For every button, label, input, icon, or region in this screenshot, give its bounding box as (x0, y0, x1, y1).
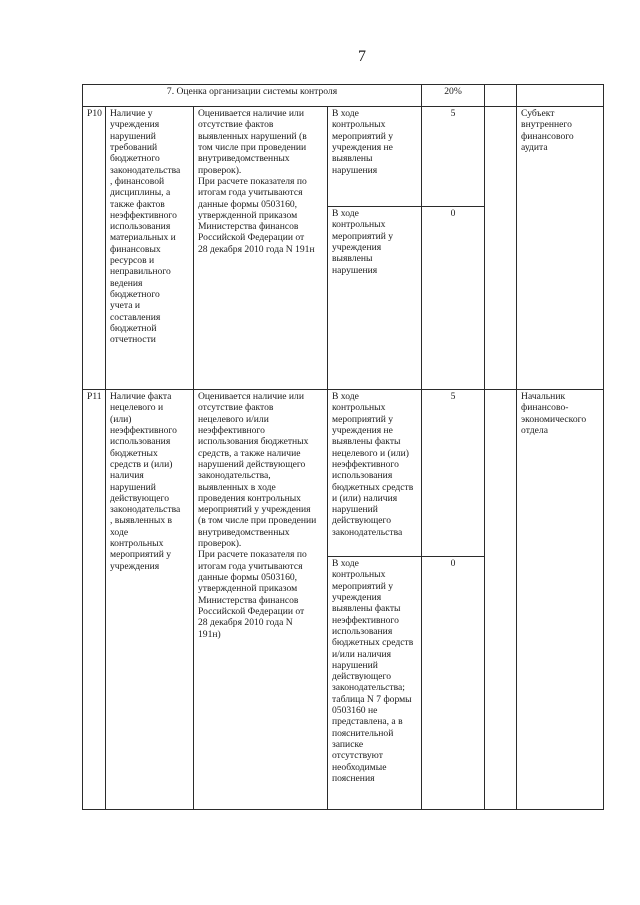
indicator-code: P11 (83, 390, 106, 810)
indicator-name: Наличие у учреждения нарушений требований бюджетного законодательства , финансовой дисциплины, а также фактов неэффективного использования материальных и финансовых ресурсов и неправильного ведения бюджетного учета и составления бюджетной отчетности (106, 107, 194, 390)
criterion-score: 0 (422, 207, 485, 390)
section-blank-cell (485, 85, 517, 107)
section-weight: 20% (422, 85, 485, 107)
calculation-method: Оценивается наличие или отсутствие фактов выявленных нарушений (в том числе при проведении внутриведомственных проверок). При расчете показателя по итогам года учитываются данные формы 0503160, утвержденной приказом Министерства финансов Российской Федерации от 28 декабря 2010 года N 191н (194, 107, 328, 390)
section-header-row (83, 85, 604, 107)
criterion-score: 5 (422, 390, 485, 557)
table-row (83, 107, 604, 207)
criterion-score: 5 (422, 107, 485, 207)
responsible-party: Начальник финансово- экономического отдела (517, 390, 604, 810)
evaluation-table (82, 84, 604, 810)
indicator-name: Наличие факта нецелевого и (или) неэффективного использования бюджетных средств и (или) наличия нарушений действующего законодательства , выявленных в ходе контрольных мероприятий у учреждения (106, 390, 194, 810)
page-number: 7 (358, 48, 366, 65)
blank-cell (485, 390, 517, 810)
criterion-condition: В ходе контрольных мероприятий у учреждения не выявлены нарушения (328, 107, 422, 207)
criterion-condition: В ходе контрольных мероприятий у учреждения выявлены факты неэффективного использования бюджетных средств и/или наличия нарушений действующего законодательства; таблица N 7 формы 0503160 не представлена, а в пояснительной записке отсутствуют необходимые пояснения (328, 557, 422, 810)
criterion-condition: В ходе контрольных мероприятий у учреждения выявлены нарушения (328, 207, 422, 390)
indicator-code: P10 (83, 107, 106, 390)
criterion-score: 0 (422, 557, 485, 810)
responsible-party: Субъект внутреннего финансового аудита (517, 107, 604, 390)
section-blank-cell (517, 85, 604, 107)
blank-cell (485, 107, 517, 390)
table-row (83, 390, 604, 557)
section-title: 7. Оценка организации системы контроля (83, 85, 422, 107)
calculation-method: Оценивается наличие или отсутствие фактов нецелевого и/или неэффективного использования бюджетных средств, а также наличие нарушений действующего законодательства, выявленных в ходе проведения контрольных мероприятий у учреждения (в том числе при проведении внутриведомственных проверок). При расчете показателя по итогам года учитываются данные формы 0503160, утвержденной приказом Министерства финансов Российской Федерации от 28 декабря 2010 года N 191н) (194, 390, 328, 810)
criterion-condition: В ходе контрольных мероприятий у учреждения не выявлены факты нецелевого и (или) неэффективного использования бюджетных средств и (или) наличия нарушений действующего законодательства (328, 390, 422, 557)
